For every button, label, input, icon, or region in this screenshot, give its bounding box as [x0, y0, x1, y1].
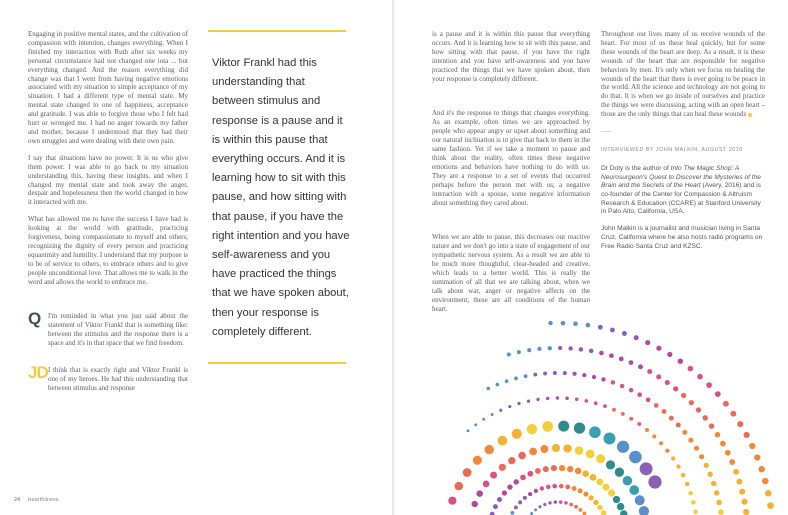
spiral-dot: [665, 380, 670, 385]
spiral-dot: [548, 346, 552, 350]
spiral-dot: [711, 481, 716, 486]
spiral-dot: [513, 479, 518, 484]
spiral-dot: [606, 460, 615, 469]
spiral-dot: [565, 484, 570, 489]
spiral-dot: [741, 499, 747, 505]
spiral-dot: [604, 433, 616, 445]
spiral-dot: [536, 398, 539, 401]
spiral-dot: [527, 424, 537, 434]
spiral-dot: [564, 501, 568, 505]
spiral-dot: [578, 508, 582, 512]
spiral-dot: [629, 417, 633, 421]
spiral-dot: [583, 492, 588, 497]
spiral-dot: [669, 416, 674, 421]
spiral-dot: [499, 409, 502, 412]
spiral-dot: [715, 391, 721, 397]
publication-name: Heartfulness: [27, 497, 59, 503]
spiral-dot: [744, 432, 750, 438]
spiral-dot: [490, 472, 497, 479]
spiral-dot: [620, 384, 624, 388]
spiral-dot: [743, 509, 749, 515]
spiral-dot: [575, 398, 579, 402]
spiral-dot: [704, 463, 709, 468]
spiral-dot: [736, 479, 742, 485]
spiral-dot: [603, 404, 607, 408]
spiral-dot: [739, 489, 745, 495]
spiral-dot: [565, 397, 569, 401]
spiral-dot: [474, 423, 477, 426]
spiral-dot: [730, 411, 736, 417]
spiral-dot: [574, 422, 585, 433]
spiral-dot: [656, 346, 661, 351]
spiral-dot: [584, 399, 588, 403]
spiral-dot: [590, 474, 597, 481]
spiral-dot: [694, 446, 699, 451]
spiral-dot: [629, 451, 642, 464]
spiral-dot: [676, 464, 680, 468]
spiral-dot: [635, 495, 645, 505]
paragraph: When we are able to pause, this decreases our reactive nature and we don't go into a state of engagement of our sympathetic nervous system. As a result we are able to be much more thoughtful, clear-headed and creative, which leads to a better world. This is really the summation of all that we are talking about, when we talk about war, anger or negative affects on the environment; these are all conditions of the human heart.: [432, 233, 590, 313]
end-mark-icon: [748, 113, 752, 117]
spiral-dot: [524, 374, 528, 378]
spiral-dot: [534, 489, 538, 493]
spiral-dot: [702, 415, 707, 420]
spiral-dot: [586, 323, 591, 328]
spiral-dot: [507, 484, 512, 489]
spiral-dot: [758, 466, 764, 472]
spiral-dot: [561, 321, 566, 326]
spiral-dot: [569, 503, 573, 507]
author-bio: Dr Doty is the author of Into The Magic Shop: A Neurosurgeon's Quest to Discover the Mysteries of the Brain and the Secrets of the Heart (Avery, 2016) and is co-founder of the Center for Compassion & Altruism Research & Education (CCARE) at Stanford University in Palo Alto, California, USA.: [601, 164, 761, 216]
spiral-dot: [463, 468, 472, 477]
spiral-dot: [602, 484, 609, 491]
spiral-dot: [518, 452, 526, 460]
left-page-column-1: [28, 30, 188, 401]
spiral-dot: [725, 450, 731, 456]
spiral-dot: [685, 482, 689, 486]
spiral-dot: [620, 510, 628, 515]
spiral-dot: [538, 505, 541, 508]
spiral-dot: [491, 413, 494, 416]
answer-block: [28, 363, 188, 393]
spiral-dot: [552, 484, 557, 489]
spiral-dot: [709, 423, 715, 429]
spiral-dot: [647, 369, 652, 374]
spiral-dot: [572, 486, 577, 491]
spiral-dot: [629, 360, 634, 365]
spiral-dot: [568, 346, 572, 350]
spiral-dot: [708, 472, 713, 477]
paragraph: I say that situations have no power. It is us who give them power. I was able to go back to my situation understanding this, having these insights, and when I changed my mental state and took away the anger, despair and hopelessness then the world changed in how it interacted with me.: [28, 153, 188, 207]
spiral-dot: [467, 429, 470, 432]
spiral-dot: [629, 388, 634, 393]
spiral-dot: [592, 375, 596, 379]
answer-text: I think that is exactly right and Viktor Frankl is one of my heroes. He had this understanding that between stimulus and response: [48, 366, 188, 392]
spiral-dot: [563, 444, 571, 452]
spiral-dot: [514, 505, 518, 509]
spiral-dot: [553, 371, 557, 375]
spiral-dot: [681, 393, 686, 398]
spiral-dot: [676, 423, 681, 428]
spiral-dot: [537, 347, 541, 351]
spiral-dot: [540, 445, 548, 453]
paragraph: is a pause and it is within this pause that everything occurs. And it is learning how to sit with this pause, and how sitting with that pause, if you have the right intention and you have self-awareness and you have practiced the things that we have spoken about, then your response is completely different.: [432, 30, 590, 83]
paragraph: What has allowed me to have the success I have had is looking at the world with gratitude, practicing forgiveness, being compassionate to myself and others, recognizing the dignity of every person and practicing equanimity and humility. I understand that my purpose is to be of service to others, to embrace others and to give people unconditional love. That allows me to walk in the word and allows the world to embrace me.: [28, 215, 188, 286]
spiral-dot: [639, 506, 649, 515]
spiral-dot: [662, 409, 667, 414]
spiral-dot: [589, 349, 594, 354]
interviewer-bio: John Malkin is a journalist and musician living in Santa Cruz, California where he also hosts radio programs on Free Radio Santa Cruz and KZSC.: [601, 225, 763, 250]
spiral-dot: [527, 348, 531, 352]
spiral-dot: [723, 401, 729, 407]
spiral-dot: [652, 434, 656, 438]
spiral-dot: [534, 508, 537, 511]
spiral-dot: [691, 500, 696, 505]
spiral-dot: [688, 366, 694, 372]
pull-quote-bottom-rule: [208, 362, 346, 364]
spiral-dot: [574, 505, 578, 509]
spiral-dot: [601, 510, 607, 515]
spiral-dot: [596, 454, 605, 463]
spiral-dot: [455, 482, 464, 491]
spiral-dot: [558, 346, 562, 350]
spiral-dot: [563, 371, 567, 375]
spiral-dot: [765, 490, 772, 497]
spiral-dot: [558, 421, 569, 432]
spiral-dot: [517, 402, 520, 405]
spiral-dot: [499, 464, 506, 471]
spiral-dot: [476, 490, 483, 497]
spiral-dot: [737, 421, 743, 427]
spiral-dot: [554, 500, 557, 503]
spiral-dot: [540, 486, 544, 490]
paragraph: And it's the response to things that changes everything. As an example, often times we are approached by people who appear angry or upset about something and our natural inclination is to give that back to them in the same fashion. Yet if we take a moment to pause and think about the reality, often times these negative emotions and behaviors have nothing to do with us. They are a response to a set of events that occurred perhaps before the person met with us; a negative interaction with a spouse, some negative information about something they cared about.: [432, 109, 590, 207]
spiral-dot: [514, 377, 518, 381]
pull-quote: Viktor Frankl had this understanding that between stimulus and response is a pause and it is within this pause that everything occurs. And it is learning how to sit with this pause, and how sitting with that pause, if you have the right intention and you have self-awareness and you have practiced the things that we have spoken about, then your response is completely different.: [212, 57, 350, 338]
dotted-spiral-graphic: [396, 300, 788, 515]
spiral-dot: [621, 412, 625, 416]
spiral-dot: [559, 484, 564, 489]
spiral-dot: [665, 449, 669, 453]
spiral-dot: [529, 448, 537, 456]
answer-mark-label: JD: [28, 363, 48, 383]
spiral-dot: [656, 374, 661, 379]
spiral-dot: [472, 501, 478, 507]
spiral-dot: [588, 495, 593, 500]
spiral-dot: [623, 476, 633, 486]
question-text: I'm reminded in what you just said about the statement of Viktor Frankl that is something like: between the stimulus and the response there is a space and it's in that space that we find freedom.: [48, 312, 188, 348]
spiral-dot: [528, 492, 532, 496]
spiral-dot: [671, 456, 675, 460]
pull-quote-column: [208, 30, 350, 364]
spiral-dot: [608, 489, 615, 496]
spiral-dot: [512, 429, 522, 439]
spiral-dot: [706, 382, 712, 388]
spiral-dot: [448, 497, 456, 505]
spiral-dot: [609, 353, 614, 358]
spiral-dot: [533, 373, 537, 377]
spiral-dot: [518, 500, 522, 504]
spiral-dot: [733, 469, 739, 475]
spiral-dot: [578, 488, 583, 493]
spiral-dot: [696, 407, 701, 412]
spiral-dot: [517, 350, 521, 354]
spiral-dot: [673, 386, 678, 391]
spiral-dot: [543, 466, 549, 472]
spiral-dot: [582, 470, 589, 477]
spiral-dot: [689, 400, 694, 405]
spiral-dot: [659, 441, 663, 445]
spiral-dot: [484, 445, 493, 454]
spiral-dot: [749, 443, 755, 449]
spiral-dot: [496, 383, 500, 387]
spiral-dot: [582, 373, 586, 377]
spiral-dot: [567, 466, 573, 472]
spiral-dot: [482, 418, 485, 421]
spiral-dot: [611, 380, 615, 384]
spiral-dot: [508, 457, 515, 464]
spiral-dot: [493, 504, 498, 509]
right-page-column-2: [601, 30, 765, 259]
spiral-dot: [597, 505, 602, 510]
spiral-dot: [638, 364, 643, 369]
spiral-dot: [527, 471, 533, 477]
spiral-dot: [502, 490, 507, 495]
spiral-dot: [508, 405, 511, 408]
spiral-dot: [648, 475, 661, 488]
spiral-dot: [637, 422, 641, 426]
spiral-dot: [762, 478, 769, 485]
spiral-dot: [645, 340, 650, 345]
spiral-dot: [520, 475, 526, 481]
spiral-dot: [582, 512, 586, 515]
spiral-dot: [601, 377, 605, 381]
spiral-dot: [498, 436, 508, 446]
spiral-dot: [640, 462, 653, 475]
spiral-dot: [497, 497, 502, 502]
spiral-dot: [507, 353, 511, 357]
spiral-dot: [579, 347, 583, 351]
spiral-dot: [573, 372, 577, 376]
question-mark-label: Q: [28, 309, 42, 329]
section-divider: –––: [601, 127, 612, 136]
spiral-dot: [511, 511, 515, 515]
spiral-dot: [556, 396, 559, 399]
spiral-dot: [546, 397, 549, 400]
spiral-dot: [612, 408, 616, 412]
spiral-dot: [543, 503, 546, 506]
spiral-dot: [546, 485, 550, 489]
spiral-dot: [617, 441, 629, 453]
spiral-dot: [682, 430, 687, 435]
spiral-dot: [586, 450, 595, 459]
spiral-dot: [543, 372, 547, 376]
spiral-dot: [613, 496, 620, 503]
spiral-dot: [615, 468, 624, 477]
spiral-dot: [559, 465, 565, 471]
spiral-dot: [599, 351, 604, 356]
spiral-dot: [527, 400, 530, 403]
spiral-dot: [610, 328, 615, 333]
spiral-dot: [573, 321, 578, 326]
question-block: [28, 309, 188, 348]
spiral-dot: [634, 335, 639, 340]
spiral-dot: [716, 500, 722, 506]
spiral-dot: [720, 441, 726, 447]
spiral-dot: [575, 446, 584, 455]
spiral-dot: [593, 500, 598, 505]
spiral-dot: [598, 325, 603, 330]
spiral-dot: [589, 426, 601, 438]
spiral-dot: [667, 352, 672, 357]
interview-byline: INTERVIEWED BY JOHN MALKIN, AUGUST 2016: [601, 146, 743, 153]
spiral-dot: [654, 403, 659, 408]
spiral-dot: [487, 387, 491, 391]
spiral-dot: [637, 392, 642, 397]
spiral-dot: [629, 485, 639, 495]
spiral-dot: [715, 432, 721, 438]
spiral-dot: [688, 491, 693, 496]
spiral-dot: [551, 465, 557, 471]
spiral-dot: [688, 438, 693, 443]
spiral-dot: [594, 401, 598, 405]
spiral-dot: [542, 421, 553, 432]
spiral-dot: [619, 357, 624, 362]
spiral-dot: [645, 428, 649, 432]
paragraph: Engaging in positive mental states, and the cultivation of compassion with intention, changes everything. When I finished my interaction with Ruth after six weeks my personal circumstance had not changed one iota ... but everything changed. And the reason everything did change was that I went from having negative emotions associated with my situation to simple acceptance of my situation. I had a different type of mental state. My mental state changed to one of happiness, acceptance and gratitude. I was able to forgive those who I felt had hurt or wronged me. I had no anger towards my father and mother, because I understood that they had their own struggles and were dealing with their own pain.: [28, 30, 188, 145]
spiral-dot: [699, 454, 704, 459]
spiral-dot: [523, 496, 527, 500]
spiral-dot: [678, 358, 683, 363]
spiral-dot: [505, 379, 509, 383]
spiral-dot: [718, 509, 724, 515]
spiral-dot: [714, 490, 719, 495]
spiral-dot: [617, 503, 624, 510]
right-page-column-1: [432, 30, 590, 322]
page-footer: [14, 497, 59, 503]
spiral-dot: [729, 459, 735, 465]
spiral-dot: [754, 454, 760, 460]
spiral-dot: [767, 502, 774, 509]
spiral-dot: [552, 444, 560, 452]
spiral-dot: [548, 501, 551, 504]
spiral-dot: [646, 397, 651, 402]
spiral-dot: [693, 509, 698, 514]
spiral-dot: [535, 468, 541, 474]
spiral-dot: [622, 331, 627, 336]
spiral-dot: [681, 473, 685, 477]
spiral-dot: [473, 456, 482, 465]
spiral-dot: [575, 468, 582, 475]
spiral-dot: [596, 478, 603, 485]
paragraph: Throughout our lives many of us receive wounds of the heart. For most of us these heal quickly, but for some these wounds of the heart are deep. As a result, it is these wounds of the heart that are responsible for negative behaviors by men. It's only when we focus on healing the wounds of the heart that there is ever going to be peace in the world. All the science and technology are not going to do that. It is when we go inside of ourselves and practice the things we were discussing, acting with an open heart – those are the only things that can heal these wounds: [601, 30, 765, 119]
spiral-dot: [697, 374, 703, 380]
spiral-dot: [548, 321, 552, 325]
page-number: 24: [14, 497, 21, 503]
spiral-dot: [483, 481, 490, 488]
spiral-dot: [559, 500, 562, 503]
